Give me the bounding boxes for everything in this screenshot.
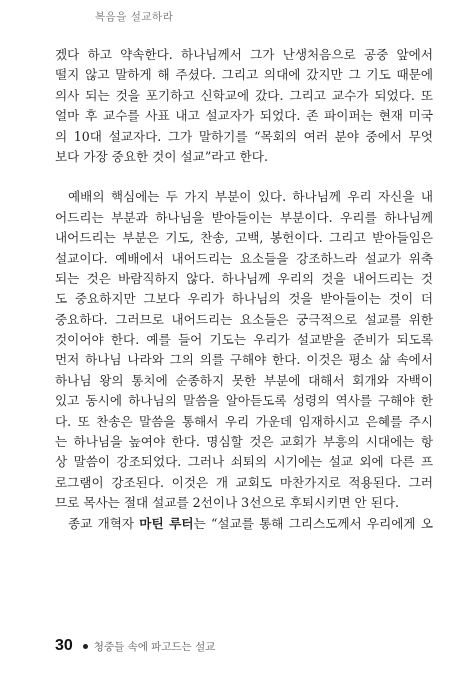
text-line: 다. 또 찬송은 말씀을 통해서 우리 가운데 임재하시고 은혜를 주시 [55, 413, 433, 429]
bullet-icon [83, 644, 88, 649]
text-line: 하나님 왕의 통치에 순종하지 못한 부분에 대해서 회개와 자백이 [55, 372, 433, 388]
text-line: 중요하다. 그러므로 내어드리는 요소들은 궁극적으로 설교를 위한 [55, 311, 433, 327]
text-line: 보다 가장 중요한 것이 설교”라고 한다. [55, 148, 268, 164]
text-line: 로그램이 강조된다. 이것은 개 교회도 마찬가지로 적용된다. 그러 [55, 474, 433, 490]
text-line: 의사 되는 것을 포기하고 신학교에 갔다. 그리고 교수가 되었다. 또 [55, 87, 433, 103]
text-line: 내어드리는 부분은 기도, 찬송, 고백, 봉헌이다. 그리고 받아들임은 [55, 230, 433, 246]
page-number: 30 [55, 637, 73, 654]
book-title: 청중들 속에 파고드는 설교 [93, 640, 216, 653]
text-line: 겠다 하고 약속한다. 하나님께서 그가 난생처음으로 공중 앞에서 [55, 47, 433, 62]
reformer-name: 마틴 루터 [139, 515, 194, 531]
text-line: 도 중요하지만 그보다 우리가 하나님의 것을 받아들이는 것이 더 [55, 291, 433, 307]
paragraph-3-line [55, 514, 433, 534]
text-line: 설교이다. 예배에서 내어드리는 요소들을 강조하느라 설교가 위축 [55, 250, 433, 266]
text-run: 는 “설교를 통해 그리스도께서 우리에게 오 [193, 515, 433, 531]
text-line: 떨지 않고 말하게 해 주셨다. 그리고 의대에 갔지만 그 기도 때문에 [55, 67, 433, 83]
text-line: 예배의 핵심에는 두 가지 부분이 있다. 하나님께 우리 자신을 내 [68, 189, 433, 205]
text-line: 것이어야 한다. 예를 들어 기도는 우리가 설교받을 준비가 되도록 [55, 332, 433, 348]
body-text [55, 45, 433, 534]
page-footer [55, 637, 215, 655]
text-line: 상 말씀이 강조되었다. 그러나 쇠퇴의 시기에는 설교 외에 다른 프 [55, 454, 433, 470]
text-line: 므로 목사는 절대 설교를 2선이나 3선으로 후퇴시키면 안 된다. [55, 495, 400, 511]
paragraph-1 [55, 45, 433, 167]
paragraph-2 [55, 187, 433, 513]
text-line: 얼마 후 교수를 사표 내고 설교자가 되었다. 존 파이퍼는 현재 미국 [55, 108, 433, 124]
paragraph-gap [55, 167, 433, 187]
text-line: 있고 동시에 하나님의 말씀을 알아듣도록 성령의 역사를 구해야 한 [55, 393, 433, 409]
text-line: 는 하나님을 높여야 한다. 명심할 것은 교회가 부흥의 시대에는 항 [55, 434, 433, 450]
text-line: 먼저 하나님 나라와 그의 의를 구해야 한다. 이것은 평소 삶 속에서 [55, 352, 433, 368]
text-line: 어드리는 부분과 하나님을 받아들이는 부분이다. 우리를 하나님께 [55, 209, 433, 225]
text-run: 종교 개혁자 [68, 515, 140, 531]
text-line: 되는 것은 바람직하지 않다. 하나님께 우리의 것을 내어드리는 것 [55, 270, 433, 286]
text-line: 의 10대 설교자다. 그가 말하기를 “목회의 여러 분야 중에서 무엇 [55, 128, 433, 144]
running-title: 복음을 설교하라 [95, 11, 174, 23]
